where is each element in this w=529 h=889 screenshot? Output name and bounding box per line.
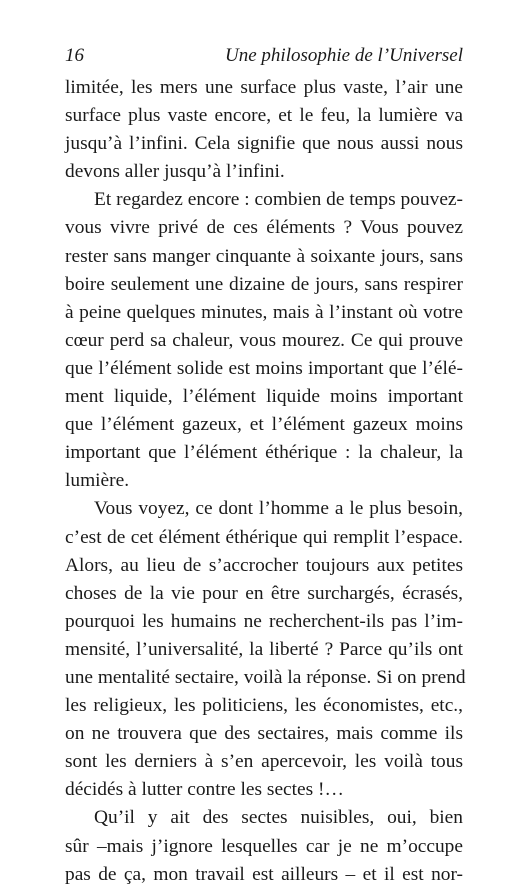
text-line: rester sans manger cinquante à soixante jours, sans [65, 245, 463, 267]
paragraph [65, 74, 463, 186]
running-title: Une philosophie de l’Universel [225, 45, 463, 66]
text-line: Qu’il y ait des sectes nuisibles, oui, bien [94, 807, 463, 829]
text-line: lumière. [65, 470, 130, 492]
text-line: jusqu’à l’infini. Cela signifie que nous aussi nous [65, 133, 463, 155]
running-header [65, 44, 463, 74]
book-page [65, 44, 466, 889]
text-line: Alors, au lieu de s’accrocher toujours aux petites [65, 554, 463, 576]
paragraph [65, 186, 463, 495]
text-line: ment liquide, l’élément liquide moins important [65, 386, 463, 408]
text-line: que l’élément gazeux, et l’élément gazeux moins [65, 414, 463, 436]
text-line: vous vivre privé de ces éléments ? Vous pouvez [65, 217, 463, 239]
body-text [65, 74, 466, 889]
text-line: pas de ça, mon travail est ailleurs – et il est nor- [65, 863, 463, 885]
text-line: boire seulement une dizaine de jours, sans respirer [65, 273, 463, 295]
text-line: que l’élément solide est moins important que l’élé- [65, 357, 463, 379]
text-line: important que l’élément éthérique : la chaleur, la [65, 442, 463, 464]
page-number: 16 [65, 45, 84, 66]
text-line: une mentalité sectaire, voilà la réponse. Si on prend [65, 666, 466, 688]
text-line: pourquoi les humains ne recherchent-ils pas l’im- [65, 610, 463, 632]
text-line: Et regardez encore : combien de temps pouvez- [94, 189, 463, 211]
text-line: les religieux, les politiciens, les économistes, etc., [65, 695, 463, 717]
text-line: on ne trouvera que des sectaires, mais comme ils [65, 723, 463, 745]
text-line: choses de la vie pour en être surchargés, écrasés, [65, 582, 463, 604]
text-line: décidés à lutter contre les sectes !… [65, 779, 344, 801]
text-line: Vous voyez, ce dont l’homme a le plus besoin, [94, 498, 463, 520]
text-line: devons aller jusqu’à l’infini. [65, 161, 285, 183]
paragraph [65, 804, 463, 888]
text-line: sûr –mais j’ignore lesquelles car je ne m’occupe [65, 835, 463, 857]
text-line: sont les derniers à s’en apercevoir, les voilà tous [65, 751, 463, 773]
text-line: mensité, l’universalité, la liberté ? Parce qu’ils ont [65, 638, 463, 660]
text-line: c’est de cet élément éthérique qui remplit l’espace. [65, 526, 463, 548]
text-line: cœur perd sa chaleur, vous mourez. Ce qui prouve [65, 329, 463, 351]
text-line: surface plus vaste encore, et le feu, la lumière va [65, 105, 463, 127]
text-line: limitée, les mers une surface plus vaste, l’air une [65, 77, 463, 98]
paragraph [65, 495, 466, 804]
text-line: à peine quelques minutes, mais à l’instant où votre [65, 301, 463, 323]
